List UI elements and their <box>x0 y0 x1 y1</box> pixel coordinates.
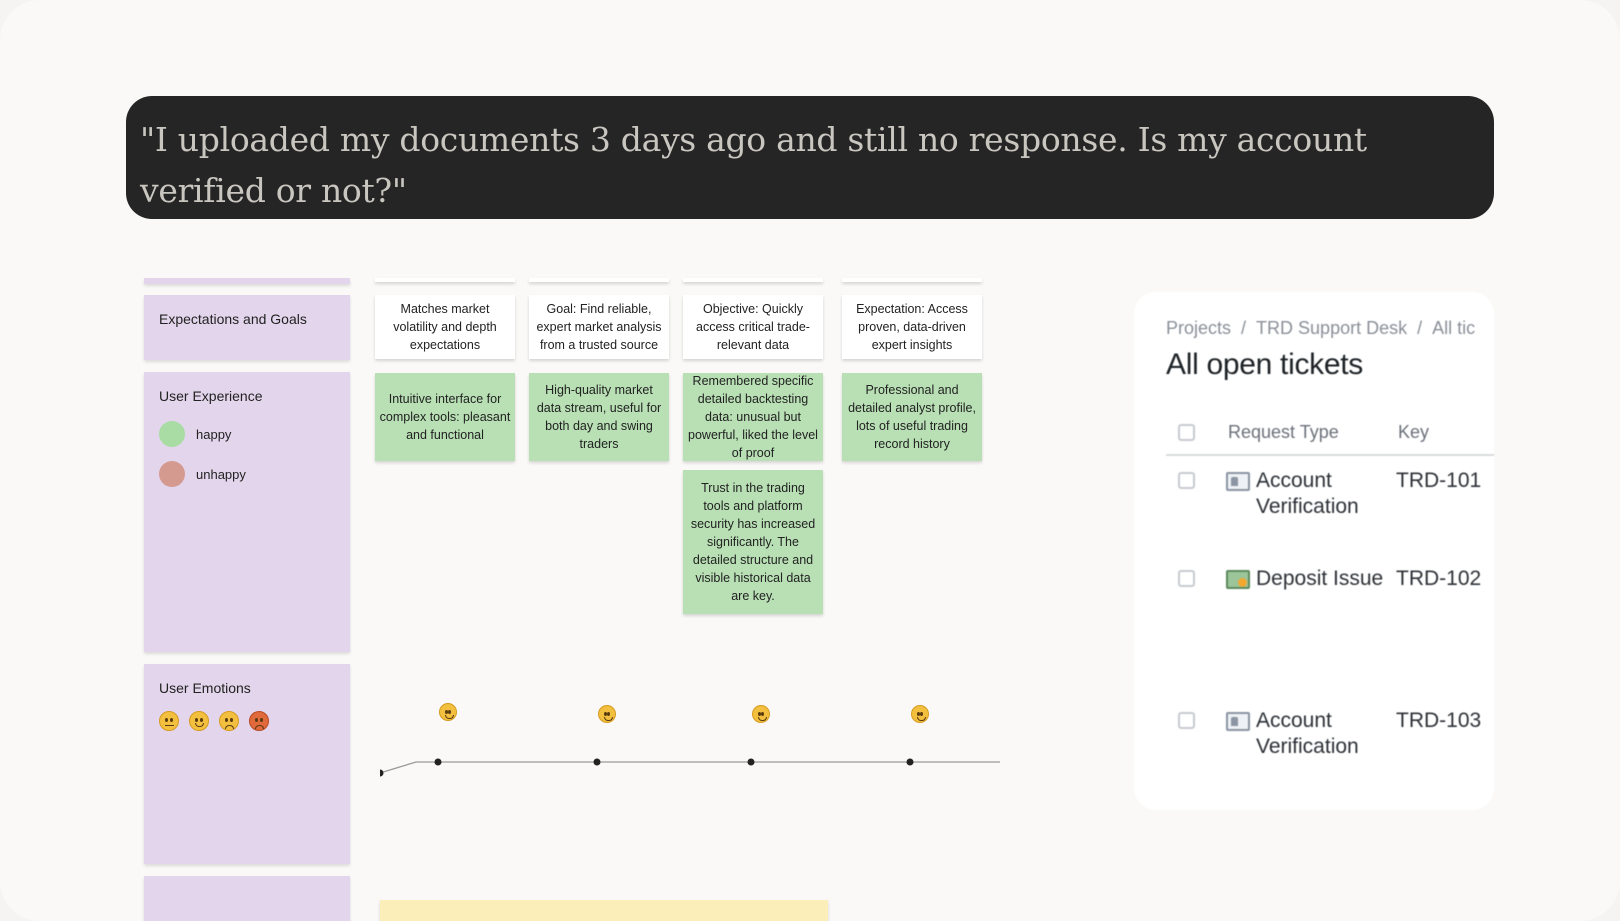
column-request-type[interactable]: Request Type <box>1228 422 1339 442</box>
table-row[interactable] <box>1166 468 1494 528</box>
experience-note-happy: Professional and detailed analyst profile, lots of useful trading record history <box>842 373 982 461</box>
request-type: Deposit Issue <box>1256 567 1384 590</box>
experience-note-extra: Trust in the trading tools and platform security has increased significantly. The detailed structure and visible historical data are key. <box>683 470 823 614</box>
smiling-face-icon <box>439 703 457 721</box>
emotion-curve <box>380 700 1000 800</box>
row-label-expectations-text: Expectations and Goals <box>159 311 307 327</box>
row-label-expectations <box>144 295 350 360</box>
id-card-icon <box>1226 712 1250 731</box>
note-cut <box>529 278 669 282</box>
ticket-key[interactable]: TRD-102 <box>1396 567 1482 590</box>
breadcrumb-desk[interactable]: TRD Support Desk <box>1256 318 1408 338</box>
experience-note-happy: Intuitive interface for complex tools: pleasant and functional <box>375 373 515 461</box>
table-row[interactable] <box>1166 708 1494 768</box>
row-label-emotions-text: User Emotions <box>159 680 251 696</box>
expectation-note: Goal: Find reliable, expert market analysis from a trusted source <box>529 295 669 359</box>
breadcrumb-all-tickets[interactable]: All tic <box>1432 318 1476 338</box>
smiling-face-icon <box>752 705 770 723</box>
legend-unhappy-label: unhappy <box>196 466 246 482</box>
legend-happy <box>159 421 335 447</box>
emotion-point <box>594 759 601 766</box>
ticket-key[interactable]: TRD-103 <box>1396 709 1482 732</box>
row-checkbox[interactable] <box>1178 712 1195 729</box>
note-cut <box>842 278 982 282</box>
emotion-marker <box>752 705 770 723</box>
quote-banner <box>126 96 1494 219</box>
row-checkbox[interactable] <box>1178 472 1195 489</box>
unhappy-swatch <box>159 461 185 487</box>
row-label-experience <box>144 372 350 652</box>
legend-unhappy <box>159 461 335 487</box>
breadcrumb: Projects / TRD Support Desk / All tic <box>1166 318 1476 338</box>
emotion-point <box>748 759 755 766</box>
note-cut <box>375 278 515 282</box>
smiling-face-icon <box>189 711 209 731</box>
breadcrumb-projects[interactable]: Projects <box>1166 318 1232 338</box>
emotion-point-start <box>380 770 384 777</box>
frowning-face-icon <box>219 711 239 731</box>
happy-swatch <box>159 421 185 447</box>
neutral-face-icon <box>159 711 179 731</box>
expectation-note: Objective: Quickly access critical trade-relevant data <box>683 295 823 359</box>
money-icon <box>1226 570 1250 589</box>
id-card-icon <box>1226 472 1250 491</box>
ticket-key[interactable]: TRD-101 <box>1396 469 1482 492</box>
angry-face-icon <box>249 711 269 731</box>
legend-happy-label: happy <box>196 426 232 442</box>
request-type: Account Verification <box>1256 709 1359 758</box>
row-label-cut <box>144 278 350 284</box>
emotion-marker <box>911 705 929 723</box>
request-type: Account Verification <box>1256 469 1359 518</box>
row-checkbox[interactable] <box>1178 570 1195 587</box>
table-header <box>1166 422 1494 456</box>
note-yellow-cut <box>380 900 828 921</box>
emotion-marker <box>439 703 457 721</box>
smiling-face-icon <box>911 705 929 723</box>
journey-board <box>140 280 1000 921</box>
smiling-face-icon <box>598 705 616 723</box>
row-label-experience-text: User Experience <box>159 388 263 404</box>
emotion-scale <box>159 711 335 731</box>
customer-quote: "I uploaded my documents 3 days ago and still no response. Is my account verified or not?" <box>140 120 1367 210</box>
tickets-panel <box>1134 292 1494 810</box>
emotion-point <box>907 759 914 766</box>
emotion-point <box>435 759 442 766</box>
row-label-emotions <box>144 664 350 864</box>
expectation-note: Matches market volatility and depth expectations <box>375 295 515 359</box>
experience-note-happy: Remembered specific detailed backtesting data: unusual but powerful, liked the level of proof <box>683 373 823 461</box>
row-label-next <box>144 876 350 921</box>
experience-note-happy: High-quality market data stream, useful for both day and swing traders <box>529 373 669 461</box>
select-all-checkbox[interactable] <box>1178 424 1195 441</box>
table-row[interactable] <box>1166 566 1494 606</box>
column-key[interactable]: Key <box>1398 422 1430 442</box>
note-cut <box>683 278 823 282</box>
page-title: All open tickets <box>1166 348 1363 381</box>
expectation-note: Expectation: Access proven, data-driven expert insights <box>842 295 982 359</box>
emotion-marker <box>598 705 616 723</box>
